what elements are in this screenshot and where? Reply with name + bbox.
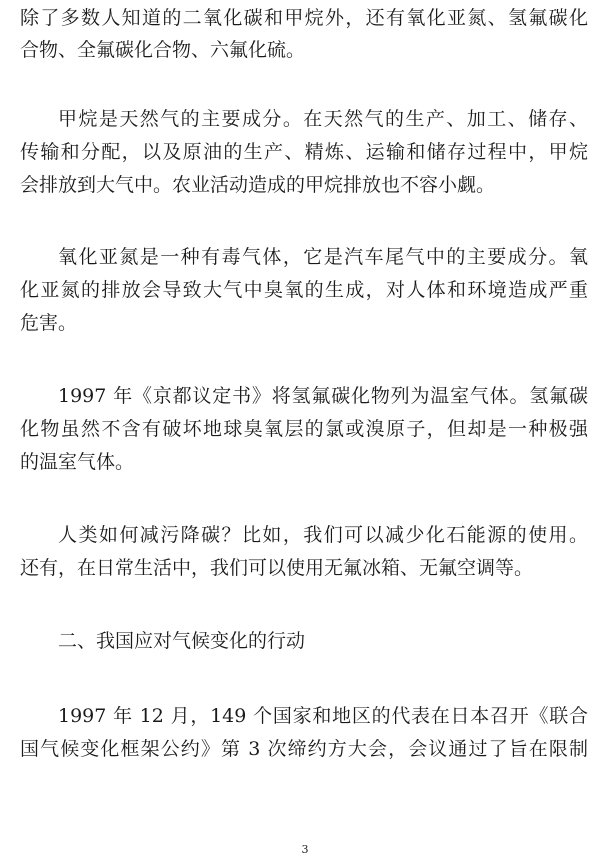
- paragraph-line: 还有，在日常生活中，我们可以使用无氟冰箱、无氟空调等。: [20, 557, 534, 579]
- paragraph-line: 1997 年《京都议定书》将氢氟碳化物列为温室气体。氢氟碳: [58, 385, 588, 407]
- paragraph-line: 危害。: [20, 312, 78, 334]
- paragraph-line: 1997 年 12 月，149 个国家和地区的代表在日本召开《联合: [58, 705, 588, 727]
- paragraph-line: 甲烷是天然气的主要成分。在天然气的生产、加工、储存、: [58, 108, 588, 130]
- paragraph-line: 会排放到大气中。农业活动造成的甲烷排放也不容小觑。: [20, 174, 496, 196]
- paragraph-line: 合物、全氟碳化合物、六氟化硫。: [20, 39, 306, 61]
- page-number: 3: [301, 843, 309, 856]
- paragraph-line: 化亚氮的排放会导致大气中臭氧的生成，对人体和环境造成严重: [20, 279, 588, 301]
- paragraph-line: 传输和分配，以及原油的生产、精炼、运输和储存过程中，甲烷: [20, 141, 588, 163]
- paragraph-line: 的温室气体。: [20, 451, 135, 473]
- paragraph-line: 除了多数人知道的二氧化碳和甲烷外，还有氧化亚氮、氢氟碳化: [20, 7, 588, 29]
- paragraph-line: 人类如何减污降碳？比如，我们可以减少化石能源的使用。: [58, 524, 588, 546]
- paragraph-line: 氧化亚氮是一种有毒气体，它是汽车尾气中的主要成分。氧: [58, 246, 588, 268]
- paragraph-line: 化物虽然不含有破坏地球臭氧层的氯或溴原子，但却是一种极强: [20, 418, 588, 440]
- paragraph-line: 国气候变化框架公约》第 3 次缔约方大会，会议通过了旨在限制: [20, 738, 588, 760]
- section-heading: 二、我国应对气候变化的行动: [58, 630, 306, 652]
